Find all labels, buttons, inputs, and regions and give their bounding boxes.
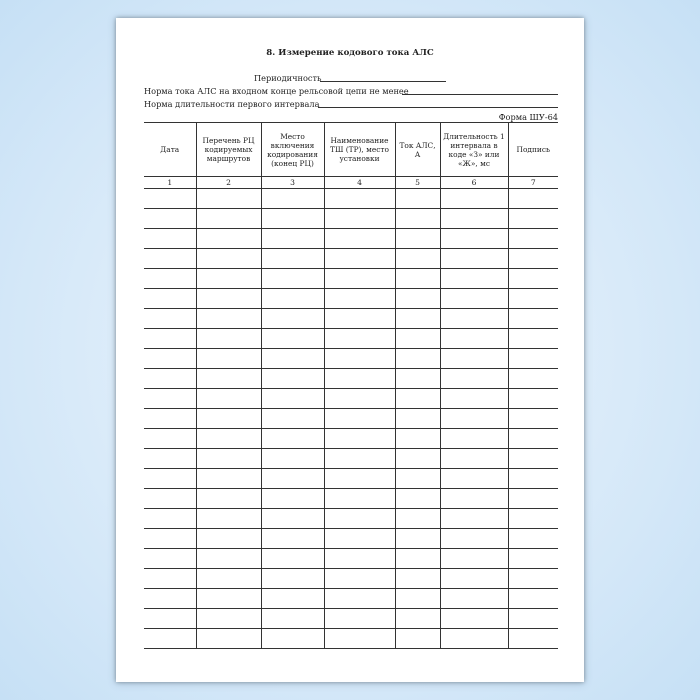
table-cell[interactable] bbox=[395, 329, 440, 349]
table-cell[interactable] bbox=[196, 229, 261, 249]
table-cell[interactable] bbox=[508, 409, 558, 429]
table-cell[interactable] bbox=[395, 289, 440, 309]
table-cell[interactable] bbox=[395, 449, 440, 469]
table-row bbox=[144, 429, 558, 449]
table-row bbox=[144, 589, 558, 609]
table-cell[interactable] bbox=[508, 469, 558, 489]
table-cell[interactable] bbox=[395, 229, 440, 249]
table-cell[interactable] bbox=[196, 569, 261, 589]
table-cell[interactable] bbox=[261, 349, 324, 369]
table-cell[interactable] bbox=[261, 449, 324, 469]
norm-current-line[interactable] bbox=[402, 94, 558, 95]
table-cell[interactable] bbox=[324, 549, 395, 569]
table-cell[interactable] bbox=[508, 629, 558, 649]
table-cell[interactable] bbox=[440, 449, 508, 469]
table-cell[interactable] bbox=[440, 469, 508, 489]
table-cell[interactable] bbox=[324, 569, 395, 589]
periodicity-field bbox=[254, 73, 321, 83]
table-cell[interactable] bbox=[508, 309, 558, 329]
table-cell[interactable] bbox=[261, 489, 324, 509]
table-cell[interactable] bbox=[196, 609, 261, 629]
table-cell[interactable] bbox=[261, 309, 324, 329]
table-cell[interactable] bbox=[196, 369, 261, 389]
table-cell[interactable] bbox=[261, 549, 324, 569]
table-cell[interactable] bbox=[196, 589, 261, 609]
column-number: 5 bbox=[395, 177, 440, 189]
table-cell[interactable] bbox=[440, 549, 508, 569]
table-cell[interactable] bbox=[144, 509, 196, 529]
table-cell[interactable] bbox=[395, 469, 440, 489]
table-cell[interactable] bbox=[508, 449, 558, 469]
table-row bbox=[144, 229, 558, 249]
table-cell[interactable] bbox=[395, 249, 440, 269]
table-cell[interactable] bbox=[508, 329, 558, 349]
table-cell[interactable] bbox=[508, 289, 558, 309]
table-cell[interactable] bbox=[144, 529, 196, 549]
table-cell[interactable] bbox=[440, 289, 508, 309]
table-cell[interactable] bbox=[395, 529, 440, 549]
table-cell[interactable] bbox=[196, 509, 261, 529]
table-cell[interactable] bbox=[440, 629, 508, 649]
table-cell[interactable] bbox=[440, 409, 508, 429]
table-cell[interactable] bbox=[508, 529, 558, 549]
table-cell[interactable] bbox=[324, 329, 395, 349]
table-cell[interactable] bbox=[324, 369, 395, 389]
table-cell[interactable] bbox=[395, 609, 440, 629]
table-cell[interactable] bbox=[395, 389, 440, 409]
table-cell[interactable] bbox=[508, 489, 558, 509]
table-cell[interactable] bbox=[395, 589, 440, 609]
table-row bbox=[144, 249, 558, 269]
table-cell[interactable] bbox=[508, 229, 558, 249]
table-cell[interactable] bbox=[261, 529, 324, 549]
table-cell[interactable] bbox=[324, 629, 395, 649]
table-cell[interactable] bbox=[324, 589, 395, 609]
header-date: Дата bbox=[144, 123, 196, 177]
table-cell[interactable] bbox=[440, 509, 508, 529]
table-row bbox=[144, 349, 558, 369]
header-ts-name: Наименование ТШ (ТР), место установки bbox=[324, 123, 395, 177]
table-cell[interactable] bbox=[196, 189, 261, 209]
table-cell[interactable] bbox=[395, 369, 440, 389]
header-signature: Подпись bbox=[508, 123, 558, 177]
table-row bbox=[144, 329, 558, 349]
header-current: Ток АЛС, А bbox=[395, 123, 440, 177]
table-cell[interactable] bbox=[440, 269, 508, 289]
table-row bbox=[144, 309, 558, 329]
table-row bbox=[144, 629, 558, 649]
header-row bbox=[144, 123, 558, 177]
table-cell[interactable] bbox=[324, 209, 395, 229]
table-cell[interactable] bbox=[324, 289, 395, 309]
table-cell[interactable] bbox=[324, 489, 395, 509]
table-cell[interactable] bbox=[440, 349, 508, 369]
table-cell[interactable] bbox=[395, 509, 440, 529]
table-cell[interactable] bbox=[196, 409, 261, 429]
table-row bbox=[144, 549, 558, 569]
table-cell[interactable] bbox=[440, 189, 508, 209]
norm-duration-label: Норма длительности первого интервала bbox=[144, 99, 320, 109]
table-cell[interactable] bbox=[144, 429, 196, 449]
table-cell[interactable] bbox=[144, 209, 196, 229]
table-cell[interactable] bbox=[261, 629, 324, 649]
table-cell[interactable] bbox=[144, 229, 196, 249]
table-cell[interactable] bbox=[324, 409, 395, 429]
norm-duration-line[interactable] bbox=[318, 107, 558, 108]
table-cell[interactable] bbox=[261, 409, 324, 429]
table-cell[interactable] bbox=[144, 409, 196, 429]
table-cell[interactable] bbox=[324, 349, 395, 369]
table-cell[interactable] bbox=[395, 629, 440, 649]
table-row bbox=[144, 369, 558, 389]
table-row bbox=[144, 509, 558, 529]
norm-current-label: Норма тока АЛС на входном конце рельсовой цепи не менее bbox=[144, 86, 409, 96]
table-cell[interactable] bbox=[395, 549, 440, 569]
table-cell[interactable] bbox=[196, 429, 261, 449]
table-cell[interactable] bbox=[144, 549, 196, 569]
table-cell[interactable] bbox=[196, 449, 261, 469]
table-cell[interactable] bbox=[324, 609, 395, 629]
table-cell[interactable] bbox=[196, 389, 261, 409]
column-number: 3 bbox=[261, 177, 324, 189]
table-cell[interactable] bbox=[261, 289, 324, 309]
column-number: 1 bbox=[144, 177, 196, 189]
table-cell[interactable] bbox=[144, 609, 196, 629]
column-number-row bbox=[144, 177, 558, 189]
table-row bbox=[144, 489, 558, 509]
table-cell[interactable] bbox=[144, 329, 196, 349]
table-cell[interactable] bbox=[324, 509, 395, 529]
table-cell[interactable] bbox=[261, 389, 324, 409]
table-cell[interactable] bbox=[144, 349, 196, 369]
table-cell[interactable] bbox=[395, 189, 440, 209]
table-cell[interactable] bbox=[144, 249, 196, 269]
table-row bbox=[144, 609, 558, 629]
table-cell[interactable] bbox=[144, 469, 196, 489]
table-cell[interactable] bbox=[144, 449, 196, 469]
column-number: 7 bbox=[508, 177, 558, 189]
table-cell[interactable] bbox=[508, 549, 558, 569]
table-cell[interactable] bbox=[196, 629, 261, 649]
table-cell[interactable] bbox=[196, 249, 261, 269]
table-cell[interactable] bbox=[324, 249, 395, 269]
table-row bbox=[144, 389, 558, 409]
table-cell[interactable] bbox=[440, 329, 508, 349]
table-cell[interactable] bbox=[324, 449, 395, 469]
table-cell[interactable] bbox=[395, 209, 440, 229]
table-cell[interactable] bbox=[508, 209, 558, 229]
table-row bbox=[144, 529, 558, 549]
table-cell[interactable] bbox=[395, 349, 440, 369]
table-cell[interactable] bbox=[440, 229, 508, 249]
table-cell[interactable] bbox=[395, 569, 440, 589]
table-row bbox=[144, 289, 558, 309]
table-cell[interactable] bbox=[144, 309, 196, 329]
table-cell[interactable] bbox=[196, 549, 261, 569]
table-cell[interactable] bbox=[324, 389, 395, 409]
table-row bbox=[144, 409, 558, 429]
table-cell[interactable] bbox=[395, 269, 440, 289]
table-cell[interactable] bbox=[261, 329, 324, 349]
periodicity-label: Периодичность bbox=[254, 73, 322, 83]
table-cell[interactable] bbox=[144, 489, 196, 509]
table-cell[interactable] bbox=[144, 289, 196, 309]
periodicity-line[interactable] bbox=[320, 81, 446, 82]
table-cell[interactable] bbox=[324, 429, 395, 449]
table-row bbox=[144, 269, 558, 289]
table-cell[interactable] bbox=[196, 349, 261, 369]
table-cell[interactable] bbox=[440, 529, 508, 549]
table-cell[interactable] bbox=[440, 489, 508, 509]
table-cell[interactable] bbox=[196, 489, 261, 509]
norm-current-field bbox=[144, 86, 558, 96]
table-cell[interactable] bbox=[144, 369, 196, 389]
table-row bbox=[144, 209, 558, 229]
table-cell[interactable] bbox=[261, 429, 324, 449]
table-cell[interactable] bbox=[324, 309, 395, 329]
table-cell[interactable] bbox=[508, 189, 558, 209]
column-number: 4 bbox=[324, 177, 395, 189]
table-cell[interactable] bbox=[261, 249, 324, 269]
table-cell[interactable] bbox=[508, 249, 558, 269]
table-cell[interactable] bbox=[324, 529, 395, 549]
table-cell[interactable] bbox=[324, 189, 395, 209]
table-cell[interactable] bbox=[261, 609, 324, 629]
norm-duration-field bbox=[144, 99, 558, 109]
table-cell[interactable] bbox=[196, 309, 261, 329]
table-cell[interactable] bbox=[261, 209, 324, 229]
table-cell[interactable] bbox=[508, 269, 558, 289]
table-cell[interactable] bbox=[196, 529, 261, 549]
table-cell[interactable] bbox=[261, 589, 324, 609]
table-cell[interactable] bbox=[144, 189, 196, 209]
table-cell[interactable] bbox=[440, 249, 508, 269]
measurement-table bbox=[144, 122, 558, 649]
header-coding-place: Место включения кодирования (конец РЦ) bbox=[261, 123, 324, 177]
table-cell[interactable] bbox=[440, 609, 508, 629]
table-cell[interactable] bbox=[440, 209, 508, 229]
table-cell[interactable] bbox=[508, 509, 558, 529]
table-cell[interactable] bbox=[324, 269, 395, 289]
table-cell[interactable] bbox=[324, 229, 395, 249]
table-cell[interactable] bbox=[144, 569, 196, 589]
table-cell[interactable] bbox=[395, 489, 440, 509]
table-cell[interactable] bbox=[324, 469, 395, 489]
table-cell[interactable] bbox=[440, 429, 508, 449]
form-title: 8. Измерение кодового тока АЛС bbox=[266, 48, 434, 58]
header-routes: Перечень РЦ кодируемых маршрутов bbox=[196, 123, 261, 177]
table-cell[interactable] bbox=[440, 569, 508, 589]
table-cell[interactable] bbox=[196, 329, 261, 349]
table-cell[interactable] bbox=[261, 189, 324, 209]
table-cell[interactable] bbox=[440, 389, 508, 409]
table-cell[interactable] bbox=[196, 209, 261, 229]
table-cell[interactable] bbox=[261, 469, 324, 489]
table-cell[interactable] bbox=[261, 569, 324, 589]
table-row bbox=[144, 449, 558, 469]
table-cell[interactable] bbox=[144, 589, 196, 609]
table-cell[interactable] bbox=[508, 389, 558, 409]
table-cell[interactable] bbox=[196, 269, 261, 289]
table-cell[interactable] bbox=[144, 389, 196, 409]
form-code: Форма ШУ-64 bbox=[498, 112, 558, 122]
table-cell[interactable] bbox=[261, 509, 324, 529]
header-interval-duration: Длительность 1 интервала в коде «З» или «Ж», мс bbox=[440, 123, 508, 177]
table-cell[interactable] bbox=[261, 269, 324, 289]
table-cell[interactable] bbox=[261, 369, 324, 389]
table-cell[interactable] bbox=[508, 609, 558, 629]
table-cell[interactable] bbox=[395, 309, 440, 329]
column-number: 2 bbox=[196, 177, 261, 189]
table-cell[interactable] bbox=[144, 629, 196, 649]
table-row bbox=[144, 189, 558, 209]
table-row bbox=[144, 469, 558, 489]
table-cell[interactable] bbox=[395, 429, 440, 449]
table-cell[interactable] bbox=[508, 349, 558, 369]
form-sheet bbox=[116, 18, 584, 682]
table-cell[interactable] bbox=[440, 589, 508, 609]
table-cell[interactable] bbox=[440, 309, 508, 329]
column-number: 6 bbox=[440, 177, 508, 189]
table-cell[interactable] bbox=[508, 589, 558, 609]
table-cell[interactable] bbox=[261, 229, 324, 249]
table-cell[interactable] bbox=[144, 269, 196, 289]
table-cell[interactable] bbox=[508, 429, 558, 449]
table-cell[interactable] bbox=[440, 369, 508, 389]
table-cell[interactable] bbox=[508, 369, 558, 389]
table-cell[interactable] bbox=[395, 409, 440, 429]
table-cell[interactable] bbox=[196, 289, 261, 309]
table-cell[interactable] bbox=[508, 569, 558, 589]
table-row bbox=[144, 569, 558, 589]
table-cell[interactable] bbox=[196, 469, 261, 489]
